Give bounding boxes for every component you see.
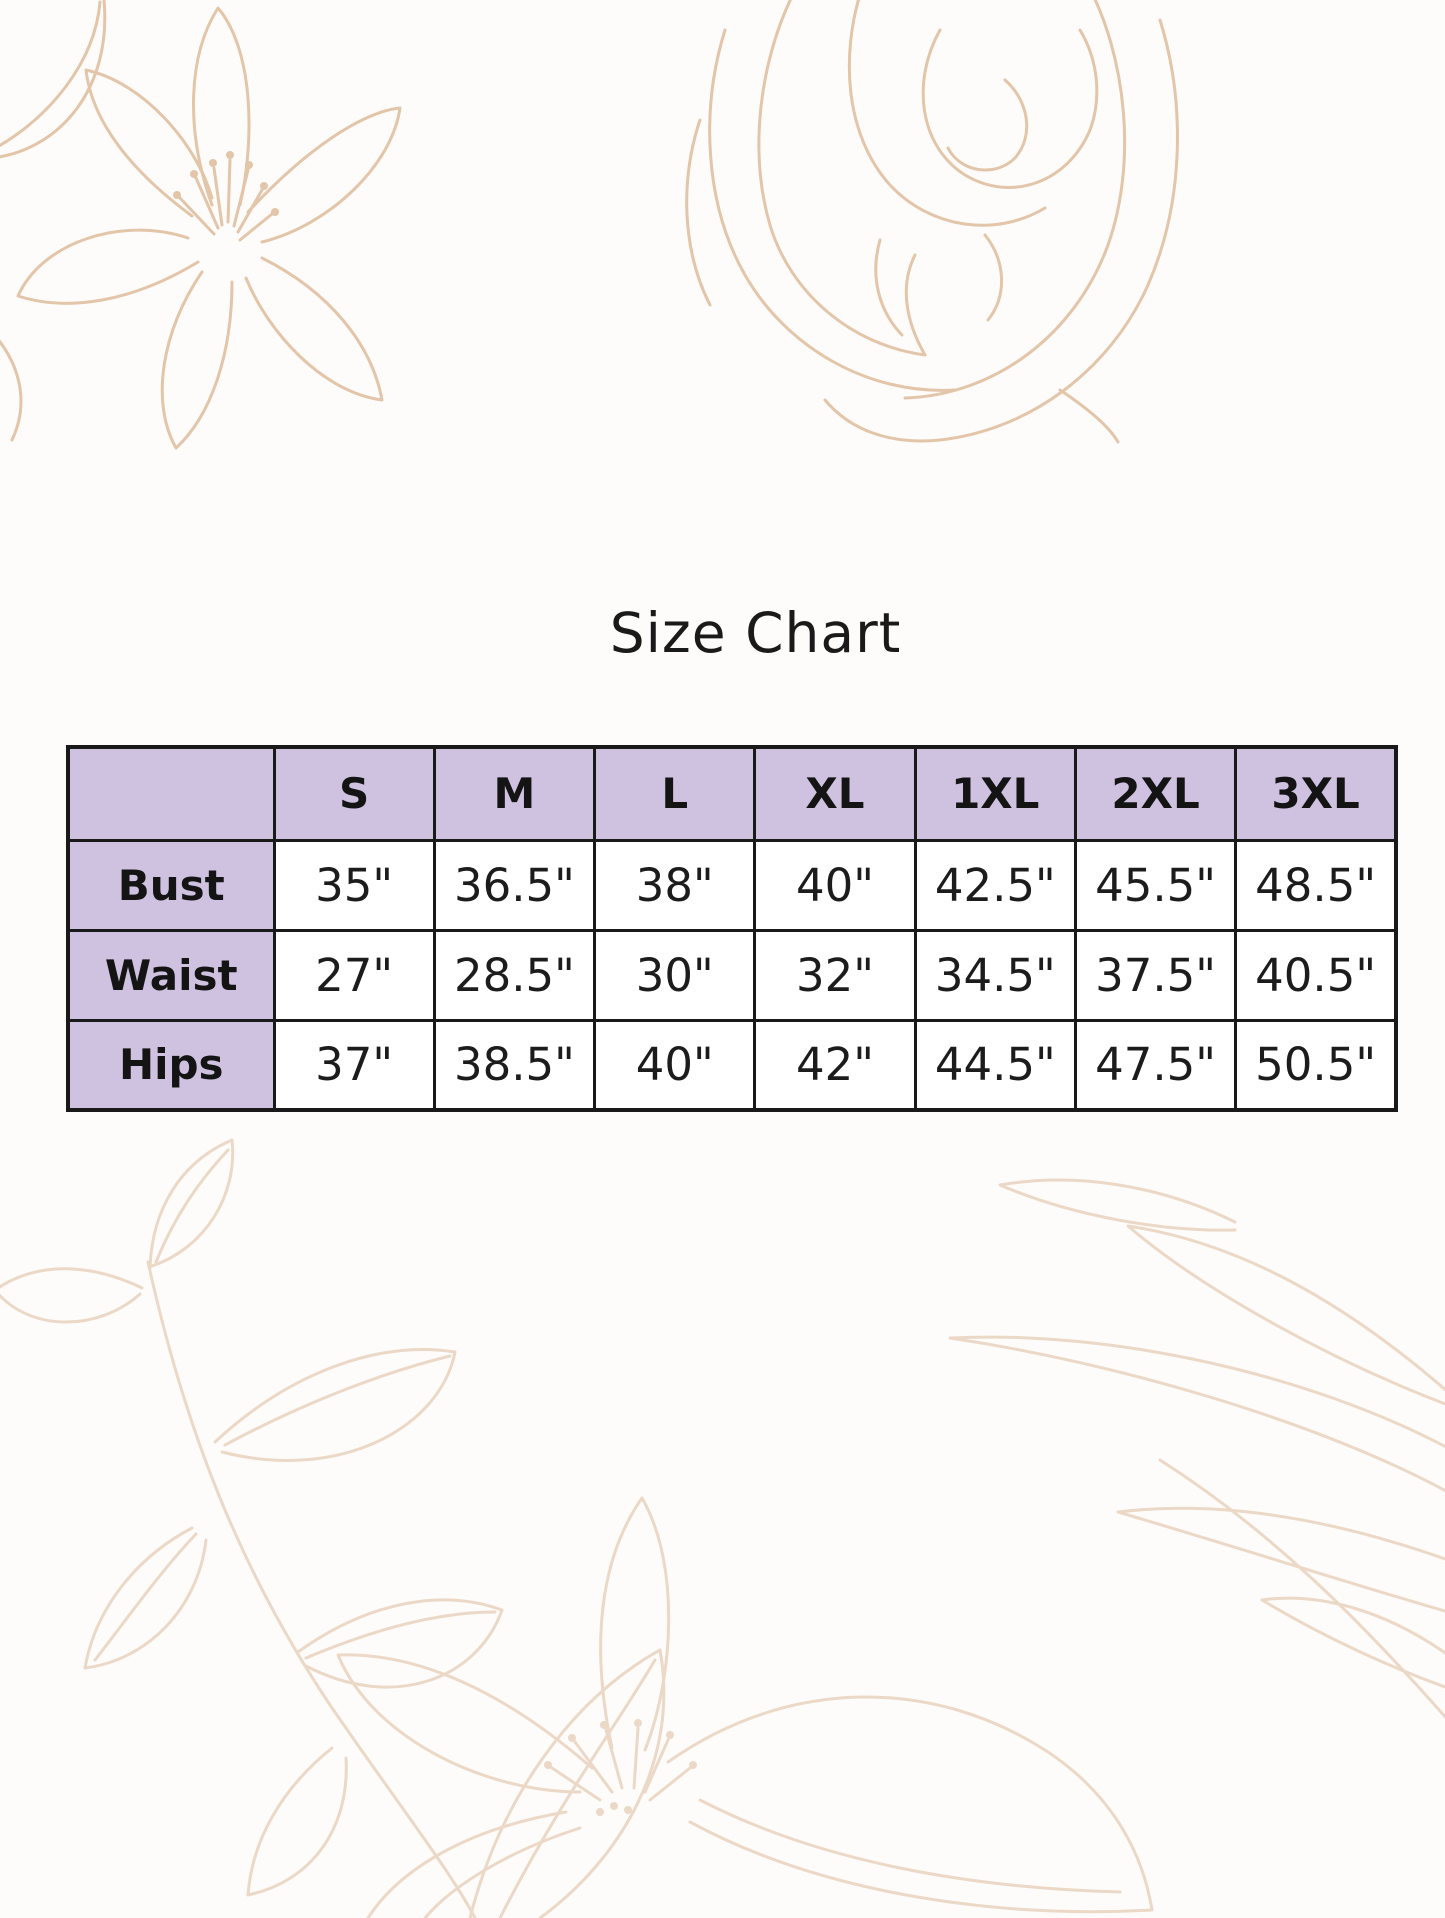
col-header-s: S — [274, 747, 434, 840]
cell-bust-xl: 40" — [755, 840, 915, 930]
cell-hips-l: 40" — [595, 1020, 755, 1110]
row-label-bust: Bust — [68, 840, 274, 930]
col-header-l: L — [595, 747, 755, 840]
leaves-bottom-right-icon — [950, 1180, 1445, 1720]
row-label-waist: Waist — [68, 930, 274, 1020]
cell-bust-1xl: 42.5" — [915, 840, 1075, 930]
row-label-hips: Hips — [68, 1020, 274, 1110]
table-row-bust — [68, 840, 1396, 930]
cell-hips-2xl: 47.5" — [1075, 1020, 1235, 1110]
corner-cell — [68, 747, 274, 840]
cell-waist-s: 27" — [274, 930, 434, 1020]
cell-hips-3xl: 50.5" — [1236, 1020, 1396, 1110]
col-header-xl: XL — [755, 747, 915, 840]
cell-waist-l: 30" — [595, 930, 755, 1020]
table-header-row — [68, 747, 1396, 840]
table-row-waist — [68, 930, 1396, 1020]
cell-bust-m: 36.5" — [434, 840, 594, 930]
col-header-3xl: 3XL — [1236, 747, 1396, 840]
cell-waist-xl: 32" — [755, 930, 915, 1020]
cell-waist-m: 28.5" — [434, 930, 594, 1020]
cell-hips-xl: 42" — [755, 1020, 915, 1110]
col-header-2xl: 2XL — [1075, 747, 1235, 840]
cell-waist-1xl: 34.5" — [915, 930, 1075, 1020]
cell-waist-3xl: 40.5" — [1236, 930, 1396, 1020]
col-header-1xl: 1XL — [915, 747, 1075, 840]
cell-bust-l: 38" — [595, 840, 755, 930]
size-chart-table — [66, 745, 1398, 1112]
cell-bust-s: 35" — [274, 840, 434, 930]
cell-hips-s: 37" — [274, 1020, 434, 1110]
col-header-m: M — [434, 747, 594, 840]
cell-bust-2xl: 45.5" — [1075, 840, 1235, 930]
peony-top-right-icon — [687, 0, 1178, 442]
flower-top-left-icon — [0, 0, 400, 448]
cell-waist-2xl: 37.5" — [1075, 930, 1235, 1020]
page-title: Size Chart — [609, 601, 902, 665]
flower-bottom-center-icon — [338, 1498, 1152, 1918]
table-row-hips — [68, 1020, 1396, 1110]
cell-bust-3xl: 48.5" — [1236, 840, 1396, 930]
cell-hips-1xl: 44.5" — [915, 1020, 1075, 1110]
leaf-branch-bottom-left-icon — [0, 1140, 502, 1918]
cell-hips-m: 38.5" — [434, 1020, 594, 1110]
